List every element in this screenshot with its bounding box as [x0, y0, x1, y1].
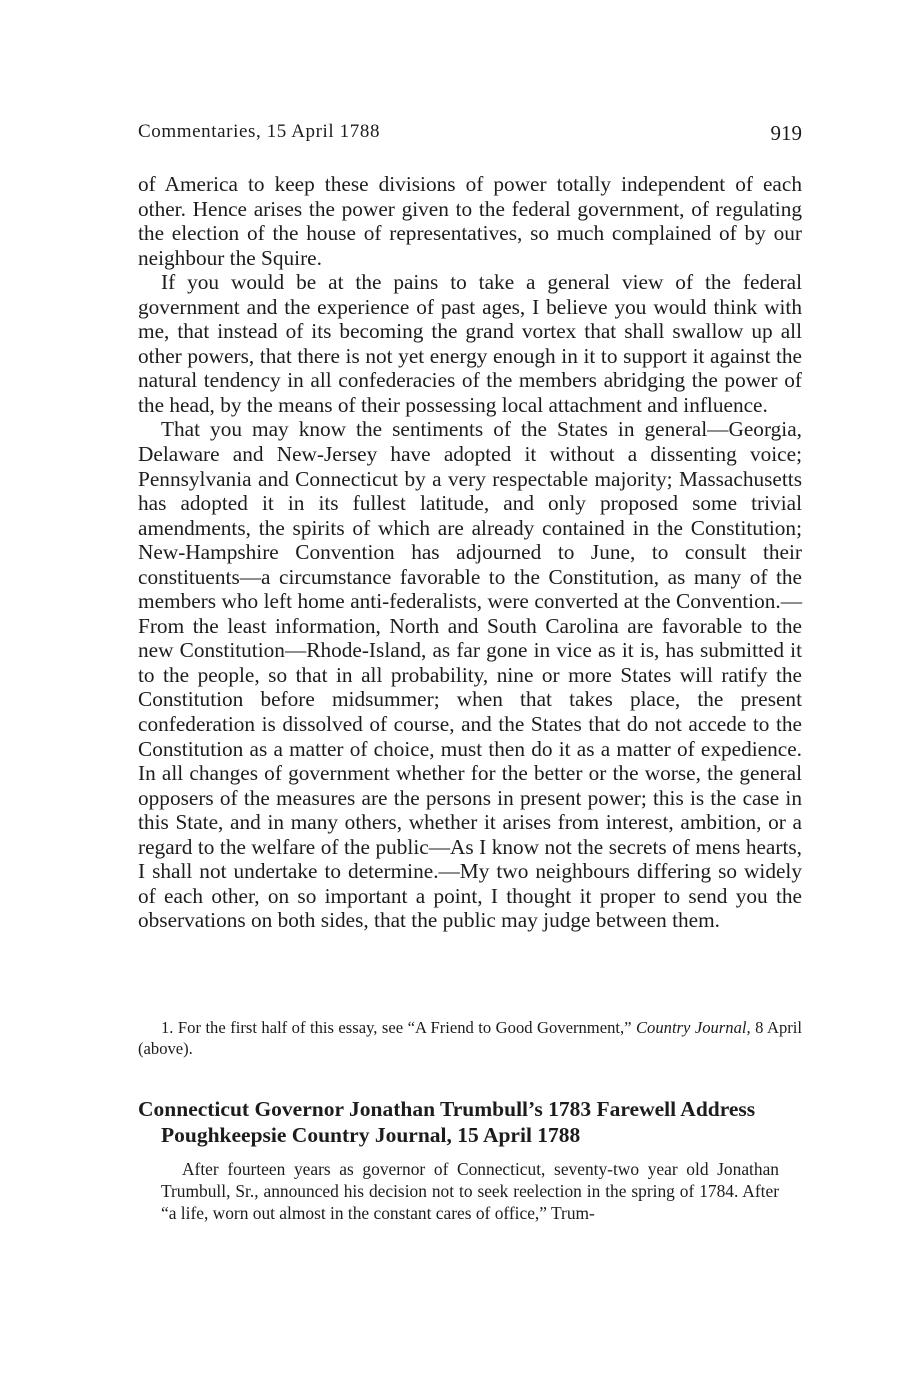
footnote	[138, 1017, 802, 1059]
paragraph-3: That you may know the sentiments of the States in general—Georgia, Delaware and New-Jersey have adopted it without a dissenting voice; Pennsylvania and Connecticut by a very respectable majority; Massachusetts has adopted it in its fullest latitude, and only proposed some trivial amendments, the spirits of which are already contained in the Constitution; New-Hampshire Convention has adjourned to June, to consult their constituents—a circumstance favorable to the Constitution, as many of the members who left home anti-federalists, were converted at the Convention.—From the least information, North and South Carolina are favorable to the new Constitution—Rhode-Island, as far gone in vice as it is, has submitted it to the people, so that in all probability, nine or more States will ratify the Constitution before midsummer; when that takes place, the present confederation is dissolved of course, and the States that do not accede to the Constitution as a matter of choice, must then do it as a matter of expedience. In all changes of government whether for the better or the worse, the general opposers of the measures are the persons in present power; this is the case in this State, and in many others, whether it arises from interest, ambition, or a regard to the welfare of the public—As I know not the secrets of mens hearts, I shall not undertake to determine.—My two neighbours differing so widely of each other, on so important a point, I thought it proper to send you the observations on both sides, that the public may judge between them.	[138, 417, 802, 933]
page-number: 919	[770, 121, 802, 145]
running-head	[138, 121, 802, 149]
paragraph-2: If you would be at the pains to take a general view of the federal government and the experience of past ages, I believe you would think with me, that instead of its becoming the grand vortex that shall swallow up all other powers, that there is not yet energy enough in it to support it against the natural tendency in all confederacies of the members abridging the power of the head, by the means of their possessing local attachment and influence.	[138, 270, 802, 417]
running-head-title: Commentaries, 15 April 1788	[138, 121, 381, 142]
main-text	[138, 172, 802, 933]
paragraph-1: of America to keep these divisions of power totally independent of each other. Hence arises the power given to the federal government, of regulating the election of the house of representatives, so much complained of by our neighbour the Squire.	[138, 172, 802, 270]
intro-paragraph: After fourteen years as governor of Connecticut, seventy-two year old Jonathan Trumbull, Sr., announced his decision not to seek reelection in the spring of 1784. After “a life, worn out almost in the constant cares of office,” Trum-	[161, 1159, 779, 1223]
footnote-end: 8 April (above).	[138, 1018, 802, 1058]
footnote-journal-title: Country Journal,	[635, 1018, 751, 1037]
section-heading-line-2: Poughkeepsie Country Journal, 15 April 1788	[161, 1122, 581, 1147]
section-heading-line-1: Connecticut Governor Jonathan Trumbull’s 1783 Farewell Address	[138, 1097, 756, 1121]
editorial-introduction	[161, 1158, 779, 1224]
footnote-text: 1. For the first half of this essay, see “A Friend to Good Government,”	[161, 1018, 632, 1037]
section-heading	[138, 1097, 802, 1148]
